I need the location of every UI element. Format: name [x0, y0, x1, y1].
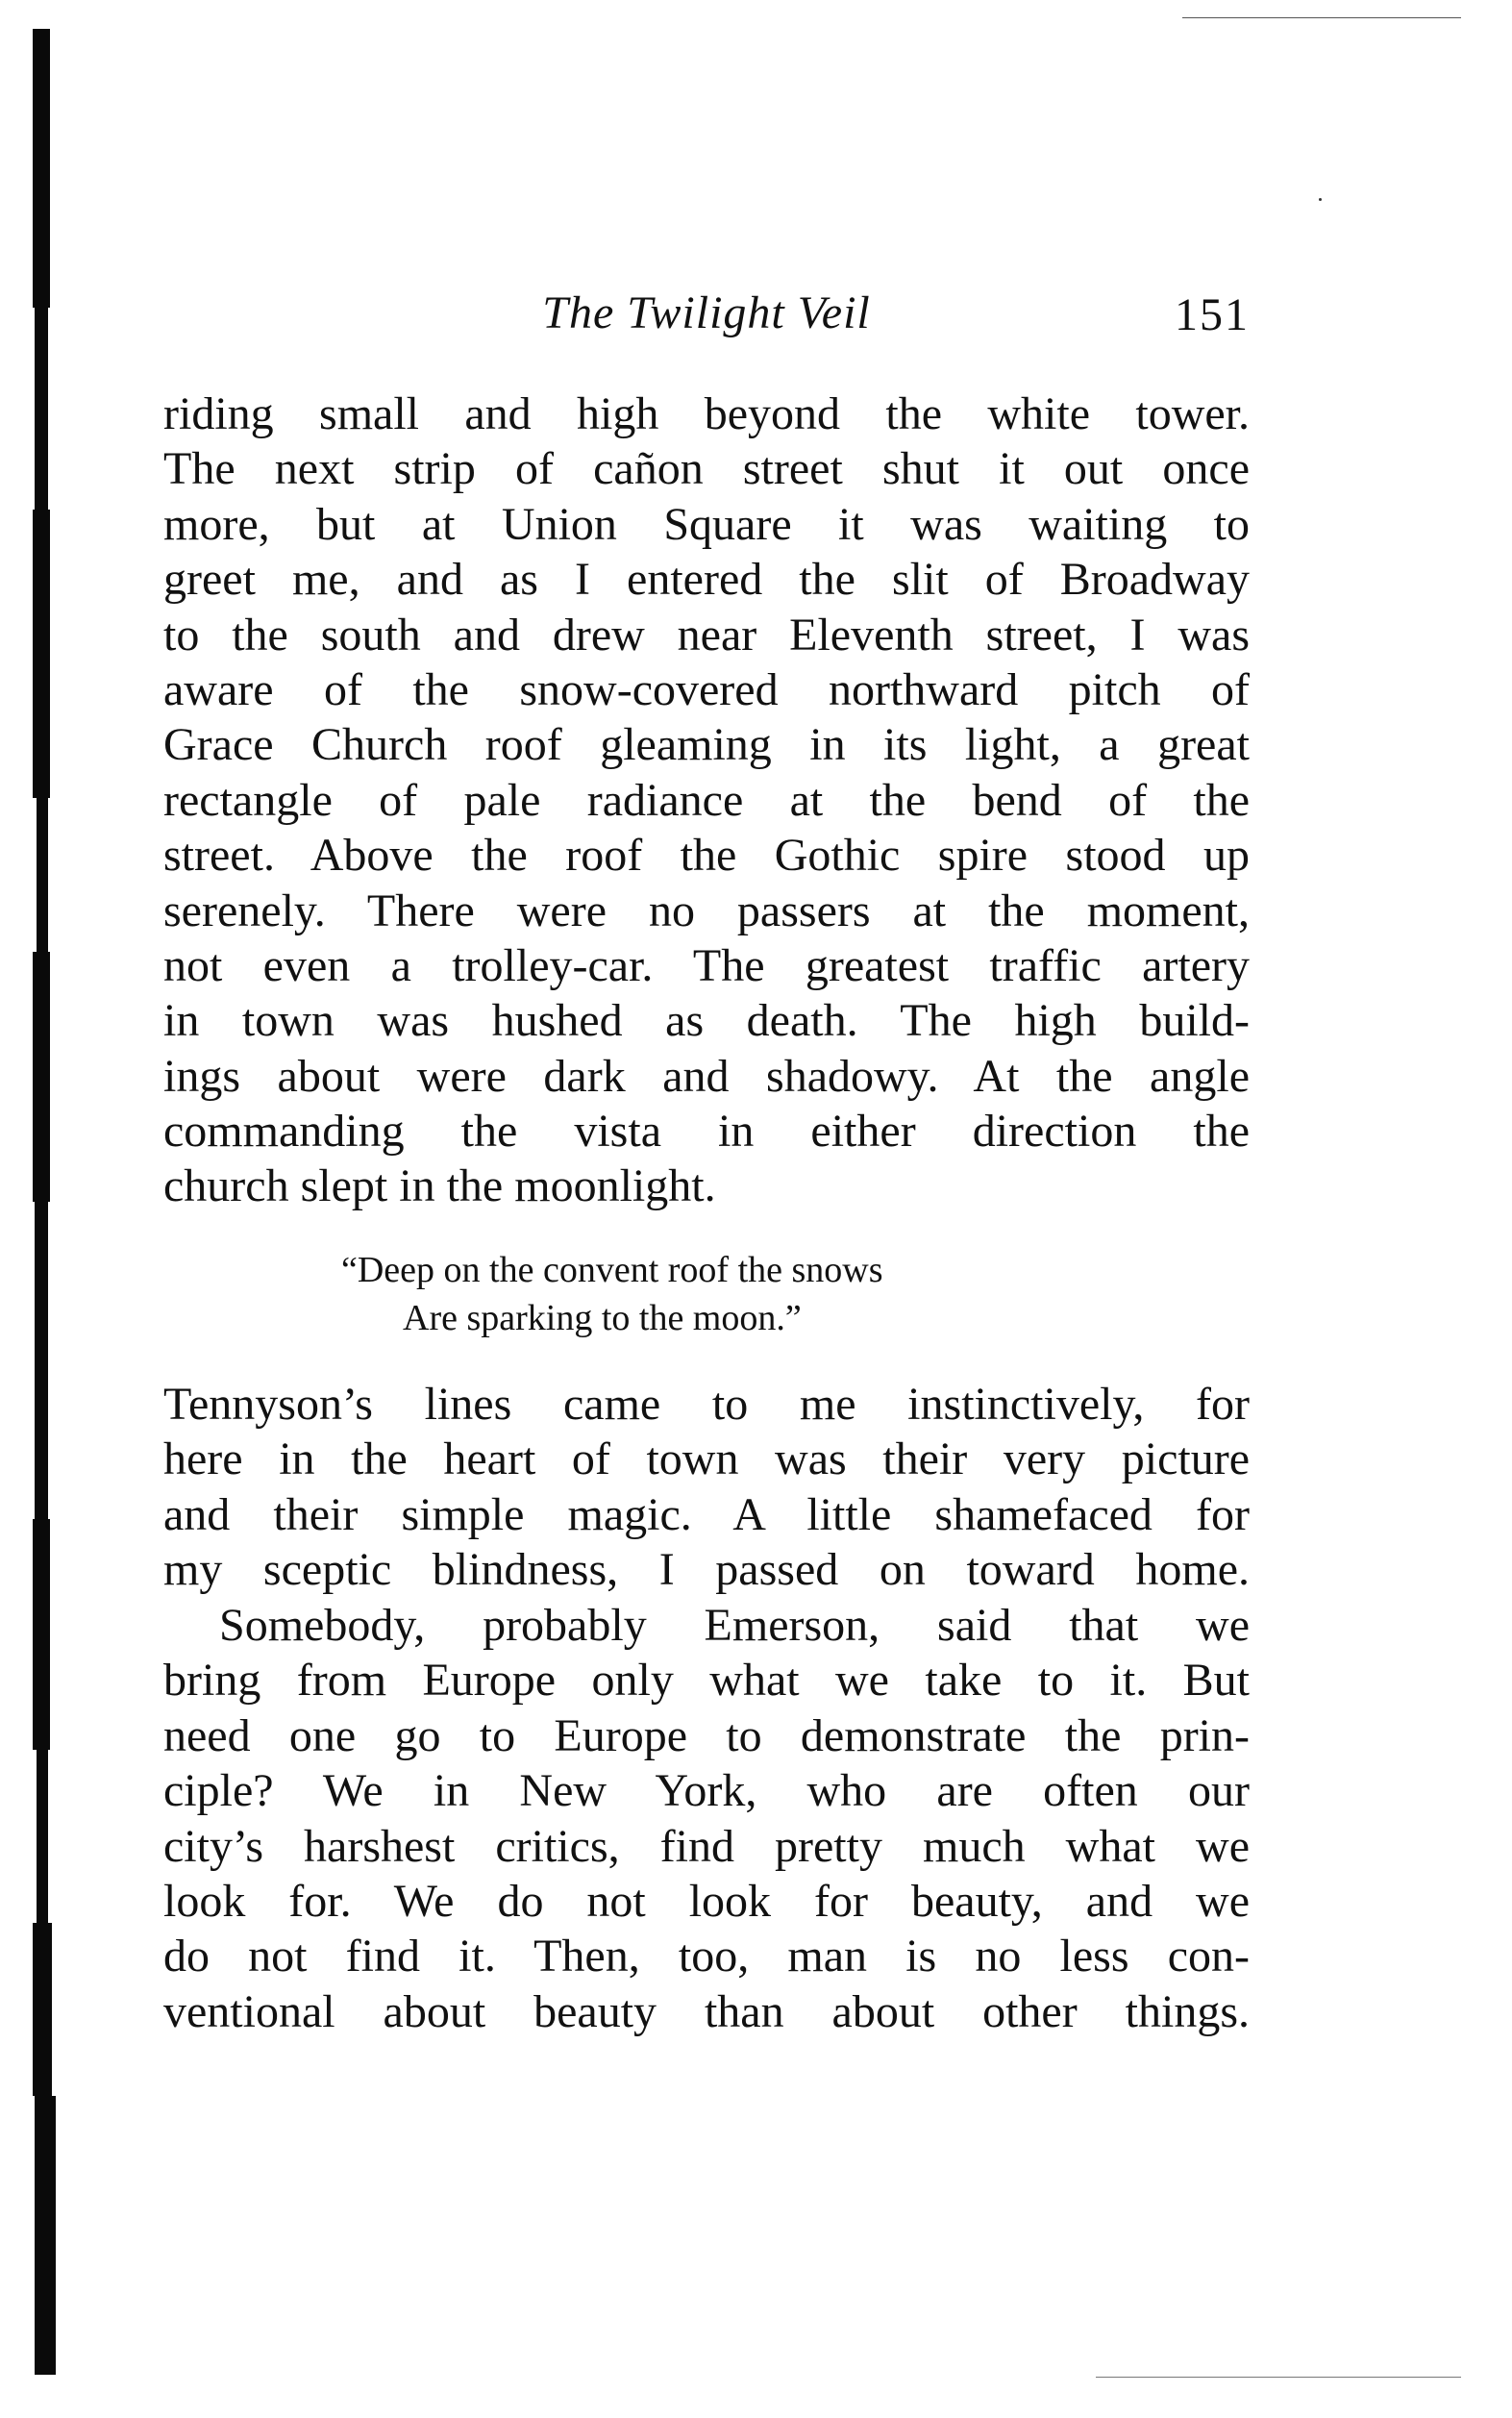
text-line: The next strip of cañon street shut it out once: [163, 443, 1250, 495]
page-number: 151: [1175, 289, 1250, 340]
text-line: aware of the snow-covered northward pitch of: [163, 663, 1250, 715]
text-line: greet me, and as I entered the slit of Broadway: [163, 554, 1250, 606]
paragraph-2: [163, 1377, 1250, 1598]
text-line: commanding the vista in either direction the: [163, 1106, 1250, 1158]
text-line: to the south and drew near Eleventh street, I was: [163, 609, 1250, 661]
paragraph-3: [163, 1598, 1250, 2039]
text-line: do not find it. Then, too, man is no less con-: [163, 1931, 1250, 1982]
text-line: my sceptic blindness, I passed on toward home.: [163, 1544, 1250, 1596]
verse-line: “Deep on the convent roof the snows: [341, 1250, 883, 1290]
paragraph-1: [163, 386, 1250, 1214]
text-line: need one go to Europe to demonstrate the prin-: [163, 1709, 1250, 1761]
scan-bottom-rule: [1096, 2377, 1461, 2378]
text-line: riding small and high beyond the white tower.: [163, 388, 1250, 439]
scan-top-rule: [1182, 17, 1461, 18]
text-line: bring from Europe only what we take to it. But: [163, 1655, 1250, 1707]
text-line: ventional about beauty than about other things.: [163, 1985, 1250, 2037]
text-line: church slept in the moonlight.: [163, 1160, 716, 1212]
text-line: not even a trolley-car. The greatest traffic artery: [163, 939, 1250, 991]
text-line: street. Above the roof the Gothic spire stood up: [163, 830, 1250, 882]
text-line: Grace Church roof gleaming in its light, a great: [163, 719, 1250, 771]
verse-line: Are sparking to the moon.”: [403, 1298, 802, 1338]
text-line: Tennyson’s lines came to me instinctively, for: [163, 1379, 1250, 1430]
verse-quotation: [341, 1246, 1072, 1342]
text-line: ciple? We in New York, who are often our: [163, 1765, 1250, 1817]
running-head: [163, 287, 1250, 344]
text-line: city’s harshest critics, find pretty much what we: [163, 1820, 1250, 1872]
text-line: ings about were dark and shadowy. At the angle: [163, 1050, 1250, 1102]
text-line: and their simple magic. A little shamefaced for: [163, 1488, 1250, 1540]
text-line: rectangle of pale radiance at the bend of the: [163, 774, 1250, 826]
scan-speck: [1319, 198, 1322, 201]
text-line: in town was hushed as death. The high build-: [163, 995, 1250, 1047]
text-line: look for. We do not look for beauty, and we: [163, 1875, 1250, 1927]
text-line: Somebody, probably Emerson, said that we: [219, 1600, 1250, 1651]
text-line: here in the heart of town was their very picture: [163, 1433, 1250, 1485]
text-line: more, but at Union Square it was waiting to: [163, 498, 1250, 550]
text-line: serenely. There were no passers at the moment,: [163, 885, 1250, 936]
running-title: The Twilight Veil: [542, 287, 871, 338]
